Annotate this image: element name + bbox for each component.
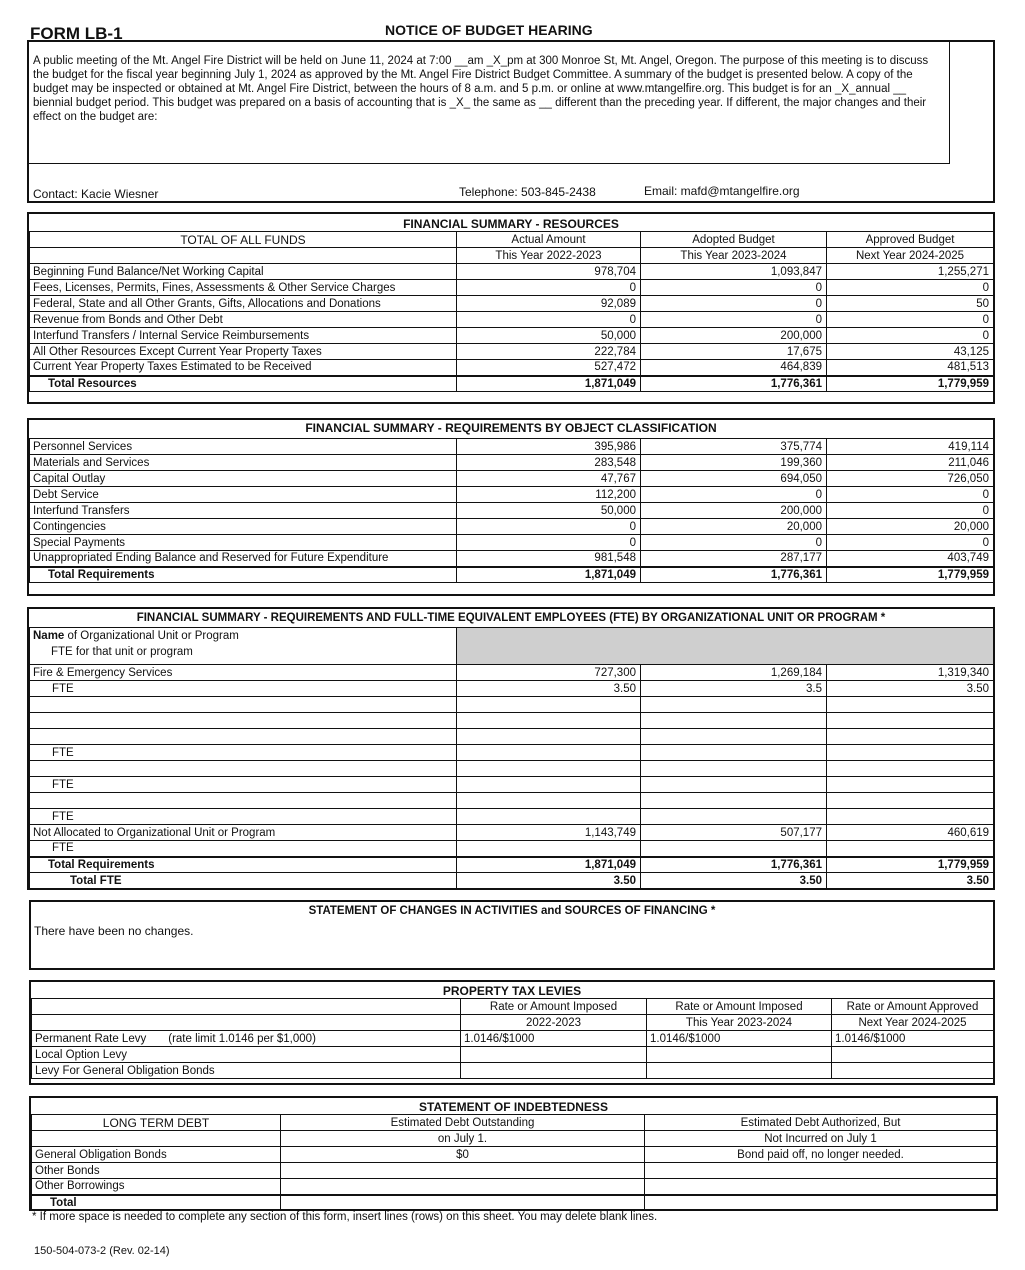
col-actual-header: Actual Amount xyxy=(457,232,641,248)
unit-approved: 1,319,340 xyxy=(827,665,994,681)
adopted-value: 17,675 xyxy=(641,344,827,360)
actual-value: 112,200 xyxy=(457,487,641,503)
total-fte-adopted: 3.50 xyxy=(641,873,827,889)
fte-label: FTE xyxy=(30,809,457,825)
resource-row xyxy=(30,264,994,280)
actual-value: 283,548 xyxy=(457,455,641,471)
levy-col3-header: Rate or Amount Approved xyxy=(832,999,994,1015)
levy-go-bonds-row xyxy=(32,1063,994,1079)
blank-cell xyxy=(832,1047,994,1063)
blank-cell xyxy=(647,1047,832,1063)
permanent-levy-c: 1.0146/$1000 xyxy=(832,1031,994,1047)
approved-value: 726,050 xyxy=(827,471,994,487)
blank-cell xyxy=(641,777,827,793)
levy-col2-header: Rate or Amount Imposed xyxy=(647,999,832,1015)
approved-value: 50 xyxy=(827,296,994,312)
blank-cell xyxy=(461,1047,647,1063)
requirements-table xyxy=(29,438,994,583)
debt-label: Other Borrowings xyxy=(32,1179,281,1195)
form-id: FORM LB-1 xyxy=(30,24,123,43)
requirement-row xyxy=(30,503,994,519)
row-label: Contingencies xyxy=(30,519,457,535)
fte-label: FTE xyxy=(30,681,457,697)
debt-title: STATEMENT OF INDEBTEDNESS xyxy=(419,1100,608,1114)
col-adopted-year: This Year 2023-2024 xyxy=(641,248,827,264)
total-approved: 1,779,959 xyxy=(827,567,994,583)
resource-row xyxy=(30,360,994,376)
requirement-row xyxy=(30,471,994,487)
approved-value: 20,000 xyxy=(827,519,994,535)
adopted-value: 1,093,847 xyxy=(641,264,827,280)
fte-count-row xyxy=(30,681,994,697)
changes-text: There have been no changes. xyxy=(34,924,194,938)
blank-cell xyxy=(641,697,827,713)
fte-actual: 3.50 xyxy=(457,681,641,697)
actual-value: 395,986 xyxy=(457,439,641,455)
adopted-value: 0 xyxy=(641,312,827,328)
blank-cell xyxy=(32,1015,461,1031)
debt-outstanding xyxy=(281,1179,645,1195)
total-fte-label: Total FTE xyxy=(30,873,457,889)
blank-cell xyxy=(457,761,641,777)
debt-subheader-row xyxy=(32,1131,997,1147)
actual-value: 981,548 xyxy=(457,551,641,567)
adopted-value: 200,000 xyxy=(641,503,827,519)
debt-label: General Obligation Bonds xyxy=(32,1147,281,1163)
resource-row xyxy=(30,328,994,344)
actual-value: 0 xyxy=(457,519,641,535)
resources-title: FINANCIAL SUMMARY - RESOURCES xyxy=(403,217,619,231)
levies-header-row xyxy=(32,999,994,1015)
fte-blank-row xyxy=(30,761,994,777)
blank-cell xyxy=(647,1063,832,1079)
requirement-row xyxy=(30,551,994,567)
blank-cell xyxy=(827,793,994,809)
approved-value: 0 xyxy=(827,503,994,519)
debt-authorized xyxy=(645,1179,997,1195)
blank-cell xyxy=(827,729,994,745)
debt-authorized xyxy=(645,1163,997,1179)
adopted-value: 200,000 xyxy=(641,328,827,344)
blank-cell xyxy=(641,729,827,745)
debt-label-header: LONG TERM DEBT xyxy=(32,1115,281,1131)
blank-cell xyxy=(641,841,827,857)
go-bonds-label: Levy For General Obligation Bonds xyxy=(32,1063,461,1079)
adopted-value: 464,839 xyxy=(641,360,827,376)
unit-actual: 727,300 xyxy=(457,665,641,681)
blank-cell xyxy=(827,761,994,777)
actual-value: 0 xyxy=(457,312,641,328)
fte-not-allocated-row xyxy=(30,825,994,841)
unit-label: Fire & Emergency Services xyxy=(30,665,457,681)
permanent-levy-note: (rate limit 1.0146 per $1,000) xyxy=(168,1032,316,1045)
row-label: Debt Service xyxy=(30,487,457,503)
adopted-value: 0 xyxy=(641,280,827,296)
blank-cell xyxy=(457,793,641,809)
blank-cell xyxy=(30,729,457,745)
adopted-value: 0 xyxy=(641,487,827,503)
row-label: Revenue from Bonds and Other Debt xyxy=(30,312,457,328)
approved-value: 403,749 xyxy=(827,551,994,567)
debt-col1-sub: on July 1. xyxy=(281,1131,645,1147)
fte-label: FTE xyxy=(30,841,457,857)
actual-value: 50,000 xyxy=(457,503,641,519)
blank-cell xyxy=(827,713,994,729)
approved-value: 419,114 xyxy=(827,439,994,455)
fte-title: FINANCIAL SUMMARY - REQUIREMENTS AND FULL-TIME EQUIVALENT EMPLOYEES (FTE) BY ORGANIZATIONAL UNIT OR PROGRAM * xyxy=(136,612,886,624)
debt-header-row xyxy=(32,1115,997,1131)
total-actual: 1,871,049 xyxy=(457,376,641,392)
row-label: Capital Outlay xyxy=(30,471,457,487)
actual-value: 0 xyxy=(457,280,641,296)
notice-text: A public meeting of the Mt. Angel Fire District will be held on June 11, 2024 at 7:00 __am _X_pm at 300 Monroe St, Mt. Angel, Oregon. The purpose of this meeting is to discuss the budget for the fiscal year beginning July 1, 2024 as approved by the Mt. Angel Fire District Budget Committee. A summary of the budget is presented below. A copy of the budget may be inspected or obtained at Mt. Angel Fire District, between the hours of 8 a.m. and 5 p.m. or online at www.mtangelfire.org. This budget is for an _X_annual __ biennial budget period. This budget was prepared on a basis of accounting that is _X_ the same as __ different than the preceding year. If different, the major changes and their effect on the budget are: xyxy=(33,55,929,123)
requirement-row xyxy=(30,519,994,535)
row-label: Unappropriated Ending Balance and Reserved for Future Expenditure xyxy=(30,551,457,567)
col-adopted-header: Adopted Budget xyxy=(641,232,827,248)
blank-cell xyxy=(457,841,641,857)
col-approved-year: Next Year 2024-2025 xyxy=(827,248,994,264)
row-label: Current Year Property Taxes Estimated to be Received xyxy=(30,360,457,376)
levy-col1-header: Rate or Amount Imposed xyxy=(461,999,647,1015)
row-label: Fees, Licenses, Permits, Fines, Assessments & Other Service Charges xyxy=(30,280,457,296)
page-title: NOTICE OF BUDGET HEARING xyxy=(385,22,593,38)
total-req-actual: 1,871,049 xyxy=(457,857,641,873)
resource-row xyxy=(30,296,994,312)
requirement-row xyxy=(30,439,994,455)
form-number: 150-504-073-2 (Rev. 02-14) xyxy=(34,1245,170,1257)
fte-total-fte-row xyxy=(30,873,994,889)
total-req-approved: 1,779,959 xyxy=(827,857,994,873)
blank-cell xyxy=(457,745,641,761)
contact-telephone: Telephone: 503-845-2438 xyxy=(459,185,596,199)
blank-cell xyxy=(827,745,994,761)
approved-value: 0 xyxy=(827,487,994,503)
approved-value: 1,255,271 xyxy=(827,264,994,280)
blank-cell xyxy=(641,793,827,809)
fte-label: FTE xyxy=(30,745,457,761)
permanent-levy-a: 1.0146/$1000 xyxy=(461,1031,647,1047)
row-label: Personnel Services xyxy=(30,439,457,455)
blank-cell xyxy=(832,1063,994,1079)
fte-shaded-header xyxy=(457,628,994,665)
requirement-row xyxy=(30,487,994,503)
actual-value: 527,472 xyxy=(457,360,641,376)
fte-label: FTE xyxy=(30,777,457,793)
total-approved: 1,779,959 xyxy=(827,376,994,392)
debt-outstanding xyxy=(281,1163,645,1179)
levy-col2-year: This Year 2023-2024 xyxy=(647,1015,832,1031)
fte-unit-row xyxy=(30,665,994,681)
resource-row xyxy=(30,344,994,360)
col-approved-header: Approved Budget xyxy=(827,232,994,248)
name-word: Name xyxy=(33,630,65,642)
levy-col1-year: 2022-2023 xyxy=(461,1015,647,1031)
levy-permanent-row xyxy=(32,1031,994,1047)
resources-total-row xyxy=(30,376,994,392)
actual-value: 0 xyxy=(457,535,641,551)
actual-value: 47,767 xyxy=(457,471,641,487)
blank-cell xyxy=(30,713,457,729)
col-actual-year: This Year 2022-2023 xyxy=(457,248,641,264)
fte-count-row xyxy=(30,777,994,793)
permanent-levy-label: Permanent Rate Levy xyxy=(35,1032,147,1045)
blank-cell xyxy=(645,1195,997,1211)
row-label: Interfund Transfers xyxy=(30,503,457,519)
blank-cell xyxy=(641,761,827,777)
row-label: Interfund Transfers / Internal Service Reimbursements xyxy=(30,328,457,344)
blank-cell xyxy=(461,1063,647,1079)
blank-cell xyxy=(827,697,994,713)
resources-header-row xyxy=(30,232,994,248)
actual-value: 92,089 xyxy=(457,296,641,312)
actual-value: 222,784 xyxy=(457,344,641,360)
blank-cell xyxy=(641,745,827,761)
fte-count-row xyxy=(30,809,994,825)
row-label: Special Payments xyxy=(30,535,457,551)
blank-cell xyxy=(827,809,994,825)
unit-adopted: 1,269,184 xyxy=(641,665,827,681)
debt-row xyxy=(32,1163,997,1179)
total-fte-approved: 3.50 xyxy=(827,873,994,889)
debt-col1-header: Estimated Debt Outstanding xyxy=(281,1115,645,1131)
fte-header-row xyxy=(30,628,994,665)
permanent-levy-cell xyxy=(32,1031,461,1047)
blank-cell xyxy=(457,729,641,745)
resources-blank-cell xyxy=(30,248,457,264)
total-label: Total Resources xyxy=(30,376,457,392)
adopted-value: 0 xyxy=(641,535,827,551)
blank-cell xyxy=(281,1195,645,1211)
blank-cell xyxy=(32,1131,281,1147)
adopted-value: 375,774 xyxy=(641,439,827,455)
blank-cell xyxy=(30,761,457,777)
permanent-levy-b: 1.0146/$1000 xyxy=(647,1031,832,1047)
levy-col3-year: Next Year 2024-2025 xyxy=(832,1015,994,1031)
footer-note: * If more space is needed to complete any section of this form, insert lines (rows) on this sheet. You may delete blank lines. xyxy=(32,1211,658,1223)
adopted-value: 199,360 xyxy=(641,455,827,471)
approved-value: 43,125 xyxy=(827,344,994,360)
blank-cell xyxy=(30,793,457,809)
blank-cell xyxy=(827,841,994,857)
fte-table xyxy=(29,627,994,889)
requirement-row xyxy=(30,535,994,551)
blank-cell xyxy=(457,697,641,713)
levies-year-row xyxy=(32,1015,994,1031)
fte-blank-row xyxy=(30,697,994,713)
resources-year-row xyxy=(30,248,994,264)
total-adopted: 1,776,361 xyxy=(641,376,827,392)
fte-subheader: FTE for that unit or program xyxy=(51,646,193,658)
total-fte-actual: 3.50 xyxy=(457,873,641,889)
fte-approved: 3.50 xyxy=(827,681,994,697)
not-allocated-actual: 1,143,749 xyxy=(457,825,641,841)
levies-table xyxy=(31,998,994,1079)
debt-col2-header: Estimated Debt Authorized, But xyxy=(645,1115,997,1131)
adopted-value: 20,000 xyxy=(641,519,827,535)
actual-value: 50,000 xyxy=(457,328,641,344)
contact-email: Email: mafd@mtangelfire.org xyxy=(644,184,800,198)
resources-table xyxy=(29,231,994,392)
total-requirements-label: Total Requirements xyxy=(30,857,457,873)
fte-blank-row xyxy=(30,713,994,729)
approved-value: 481,513 xyxy=(827,360,994,376)
approved-value: 0 xyxy=(827,328,994,344)
blank-cell xyxy=(30,697,457,713)
resource-row xyxy=(30,280,994,296)
adopted-value: 287,177 xyxy=(641,551,827,567)
fte-count-row xyxy=(30,841,994,857)
changes-title: STATEMENT OF CHANGES IN ACTIVITIES and SOURCES OF FINANCING * xyxy=(308,905,716,917)
fte-total-requirements-row xyxy=(30,857,994,873)
row-label: Beginning Fund Balance/Net Working Capital xyxy=(30,264,457,280)
fte-count-row xyxy=(30,745,994,761)
requirement-row xyxy=(30,455,994,471)
fte-blank-row xyxy=(30,729,994,745)
debt-col2-sub: Not Incurred on July 1 xyxy=(645,1131,997,1147)
resources-label-header: TOTAL OF ALL FUNDS xyxy=(30,232,457,248)
blank-cell xyxy=(641,809,827,825)
not-allocated-adopted: 507,177 xyxy=(641,825,827,841)
blank-cell xyxy=(32,999,461,1015)
adopted-value: 694,050 xyxy=(641,471,827,487)
total-label: Total Requirements xyxy=(30,567,457,583)
approved-value: 0 xyxy=(827,312,994,328)
name-header-rest: of Organizational Unit or Program xyxy=(64,630,239,642)
debt-total-label: Total xyxy=(32,1195,281,1211)
row-label: Federal, State and all Other Grants, Gifts, Allocations and Donations xyxy=(30,296,457,312)
debt-authorized: Bond paid off, no longer needed. xyxy=(645,1147,997,1163)
row-label: All Other Resources Except Current Year Property Taxes xyxy=(30,344,457,360)
total-adopted: 1,776,361 xyxy=(641,567,827,583)
debt-row xyxy=(32,1179,997,1195)
notice-section xyxy=(27,40,995,203)
blank-cell xyxy=(641,713,827,729)
resource-row xyxy=(30,312,994,328)
approved-value: 0 xyxy=(827,280,994,296)
debt-row xyxy=(32,1147,997,1163)
approved-value: 211,046 xyxy=(827,455,994,471)
debt-outstanding: $0 xyxy=(281,1147,645,1163)
fte-adopted: 3.5 xyxy=(641,681,827,697)
blank-cell xyxy=(457,713,641,729)
not-allocated-approved: 460,619 xyxy=(827,825,994,841)
requirements-total-row xyxy=(30,567,994,583)
levy-local-option-row xyxy=(32,1047,994,1063)
fte-name-header xyxy=(30,628,457,665)
not-allocated-label: Not Allocated to Organizational Unit or Program xyxy=(30,825,457,841)
contact-name: Contact: Kacie Wiesner xyxy=(33,187,159,201)
total-req-adopted: 1,776,361 xyxy=(641,857,827,873)
debt-table xyxy=(31,1114,997,1211)
total-actual: 1,871,049 xyxy=(457,567,641,583)
local-option-label: Local Option Levy xyxy=(32,1047,461,1063)
row-label: Materials and Services xyxy=(30,455,457,471)
actual-value: 978,704 xyxy=(457,264,641,280)
adopted-value: 0 xyxy=(641,296,827,312)
approved-value: 0 xyxy=(827,535,994,551)
blank-cell xyxy=(457,809,641,825)
debt-label: Other Bonds xyxy=(32,1163,281,1179)
fte-blank-row xyxy=(30,793,994,809)
blank-cell xyxy=(457,777,641,793)
levies-title: PROPERTY TAX LEVIES xyxy=(442,984,582,998)
requirements-title: FINANCIAL SUMMARY - REQUIREMENTS BY OBJECT CLASSIFICATION xyxy=(305,421,717,435)
blank-cell xyxy=(827,777,994,793)
debt-total-row xyxy=(32,1195,997,1211)
